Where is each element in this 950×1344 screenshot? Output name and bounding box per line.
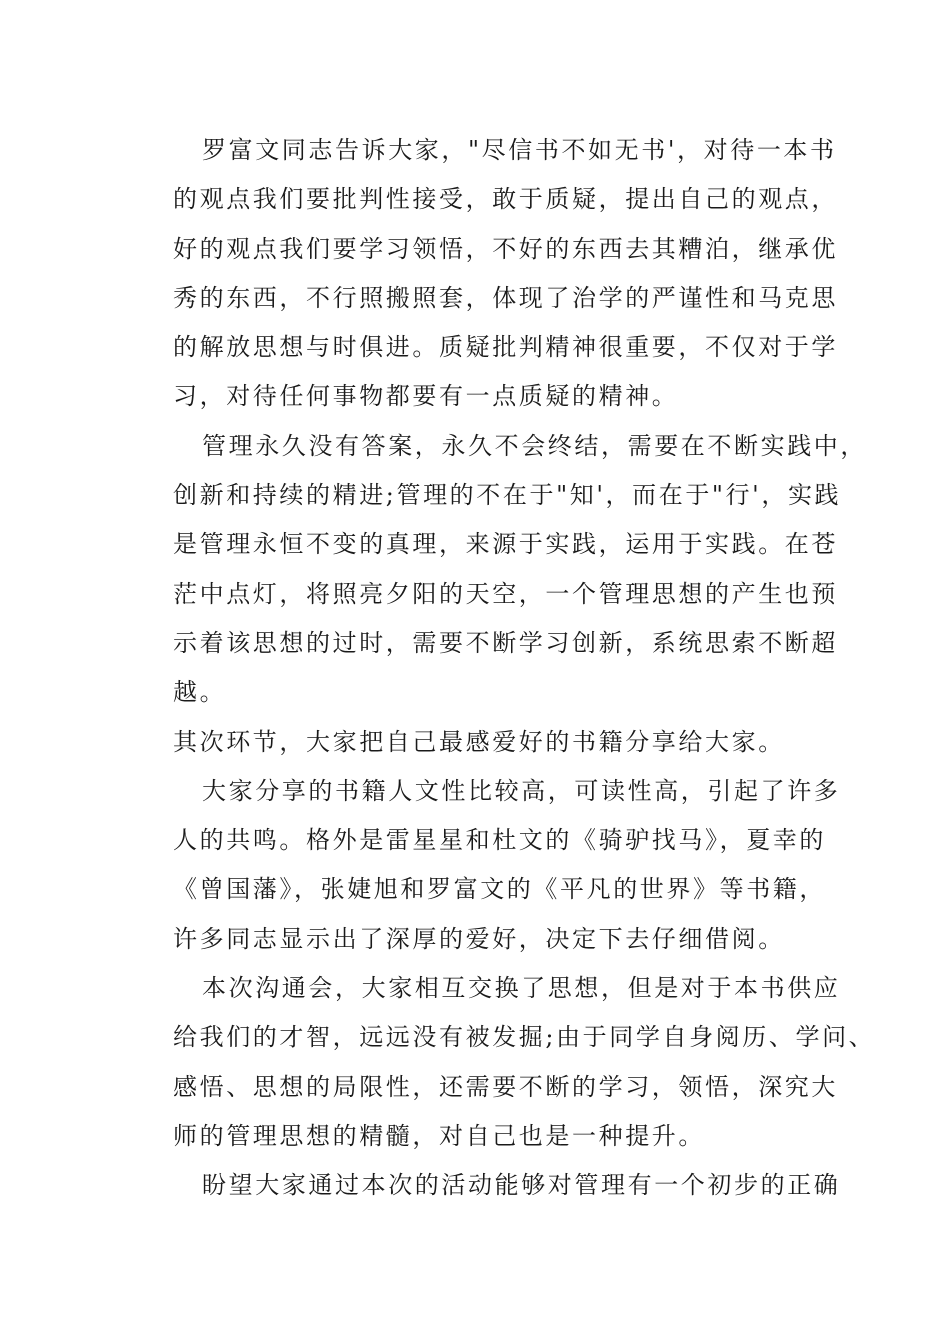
paragraph (144, 964, 876, 1161)
text-line: 的观点我们要批判性接受，敢于质疑，提出自己的观点， (173, 185, 838, 214)
paragraph (144, 767, 841, 964)
text-line: 人的共鸣。格外是雷星星和杜文的《骑驴找马》，夏幸的 (173, 826, 826, 855)
text-line: 示着该思想的过时，需要不断学习创新，系统思索不断超 (173, 628, 838, 657)
text-line: 秀的东西，不行照搬照套，体现了治学的严谨性和马克思 (173, 283, 838, 312)
text-line: 罗富文同志告诉大家，"尽信书不如无书'，对待一本书 (202, 136, 837, 164)
text-line: 好的观点我们要学习领悟，不好的东西去其糟泊，继承优 (173, 234, 838, 263)
paragraph (144, 126, 838, 422)
text-line: 茫中点灯，将照亮夕阳的天空，一个管理思想的产生也预 (173, 579, 838, 608)
paragraph (144, 718, 814, 767)
text-line: 本次沟通会，大家相互交换了思想，但是对于本书供应 (202, 974, 841, 1003)
text-line: 管理永久没有答案，永久不会终结，需要在不断实践中， (202, 431, 867, 460)
text-line: 的解放思想与时俱进。质疑批判精神很重要，不仅对于学 (173, 333, 838, 362)
text-line: 创新和持续的精进;管理的不在于"知'，而在于"行'，实践 (173, 481, 842, 510)
text-line: 习，对待任何事物都要有一点质疑的精神。 (173, 382, 679, 411)
paragraph (144, 1161, 841, 1210)
text-line: 越。 (173, 678, 227, 707)
text-line: 许多同志显示出了深厚的爱好，决定下去仔细借阅。 (173, 924, 785, 953)
paragraph (144, 422, 867, 718)
text-line: 是管理永恒不变的真理，来源于实践，运用于实践。在苍 (173, 530, 838, 559)
text-line: 《曾国藩》，张婕旭和罗富文的《平凡的世界》等书籍， (173, 875, 826, 904)
text-line: 师的管理思想的精髓，对自己也是一种提升。 (173, 1121, 705, 1150)
text-line: 大家分享的书籍人文性比较高，可读性高，引起了许多 (202, 776, 841, 805)
text-line: 给我们的才智，远远没有被发掘;由于同学自身阅历、学问、 (173, 1023, 876, 1052)
text-line: 其次环节，大家把自己最感爱好的书籍分享给大家。 (173, 727, 785, 756)
text-line: 感悟、思想的局限性，还需要不断的学习，领悟，深究大 (173, 1072, 838, 1101)
text-line: 盼望大家通过本次的活动能够对管理有一个初步的正确 (202, 1171, 841, 1200)
document-body (144, 126, 876, 1211)
